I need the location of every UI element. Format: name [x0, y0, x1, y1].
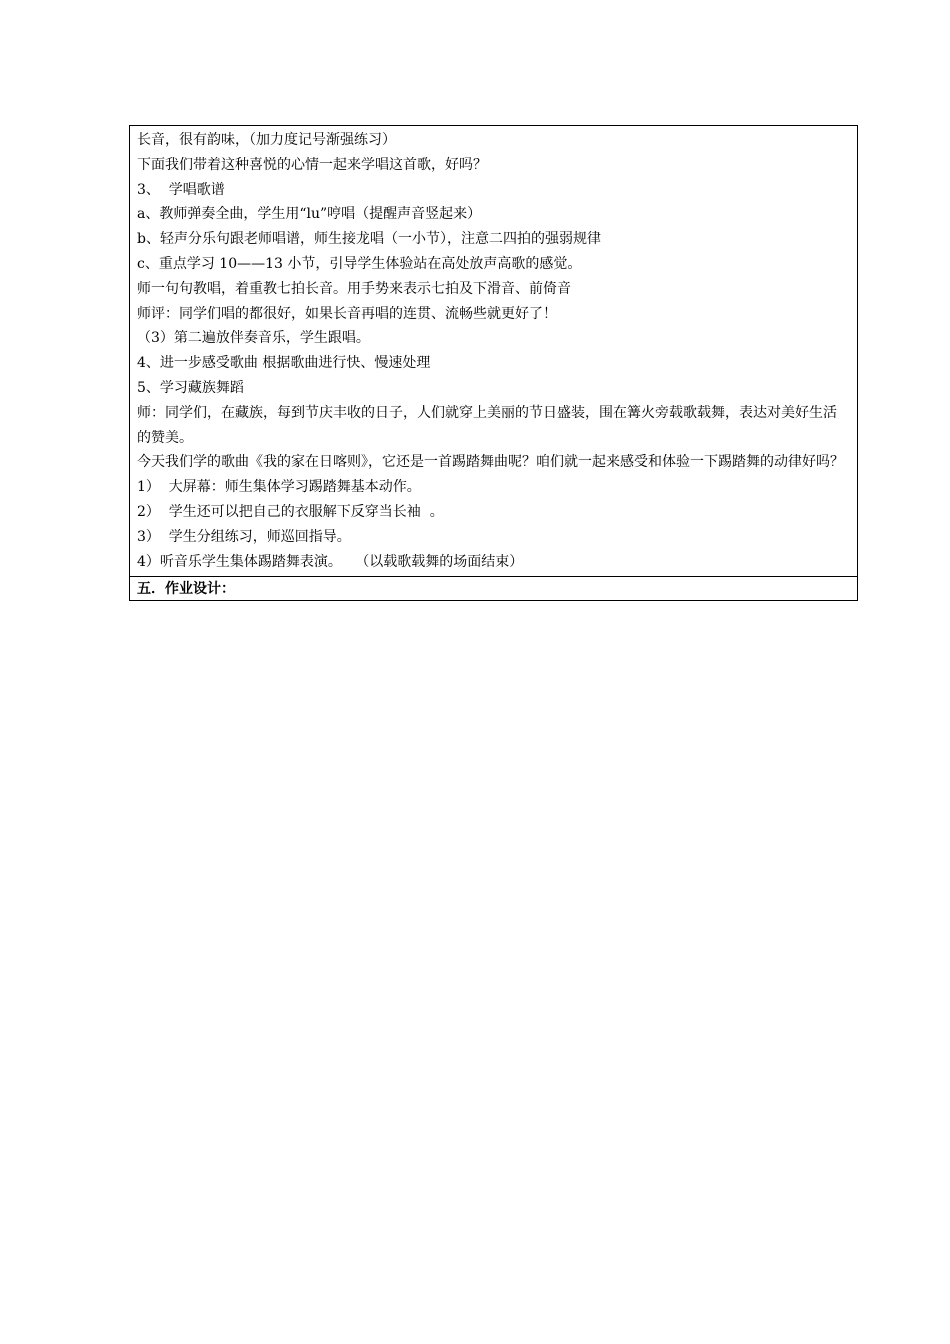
text-line: 下面我们带着这种喜悦的心情一起来学唱这首歌，好吗？ — [137, 156, 487, 173]
lesson-content-cell — [130, 126, 857, 576]
text-line: 1） 大屏幕：师生集体学习踢踏舞基本动作。 — [137, 479, 421, 496]
text-line: 4、进一步感受歌曲 根据歌曲进行快、慢速处理 — [137, 355, 431, 372]
text-line: （3）第二遍放伴奏音乐，学生跟唱。 — [137, 330, 370, 347]
homework-section-cell — [130, 576, 857, 600]
text-line: 师一句句教唱，着重教七拍长音。用手势来表示七拍及下滑音、前倚音 — [137, 280, 571, 297]
text-paragraph: 今天我们学的歌曲《我的家在日喀则》，它还是一首踢踏舞曲呢？咱们就一起来感受和体验一下踢踏舞的动律好吗？ — [137, 454, 844, 471]
text-line: 师评：同学们唱的都很好，如果长音再唱的连贯、流畅些就更好了！ — [137, 305, 557, 322]
text-line: c、重点学习 10——13 小节，引导学生体验站在高处放声高歌的感觉。 — [137, 255, 582, 272]
text-paragraph: 师：同学们，在藏族，每到节庆丰收的日子，人们就穿上美丽的节日盛装，围在篝火旁载歌载舞，表达对美好生活的赞美。 — [137, 404, 837, 446]
text-line: 2） 学生还可以把自己的衣服解下反穿当长袖 。 — [137, 503, 444, 520]
homework-section-heading: 五．作业设计： — [137, 581, 235, 598]
text-line: 3） 学生分组练习，师巡回指导。 — [137, 528, 351, 545]
text-line: b、轻声分乐句跟老师唱谱，师生接龙唱（一小节），注意二四拍的强弱规律 — [137, 231, 601, 248]
lesson-plan-table — [129, 125, 858, 601]
text-line: 3、 学唱歌谱 — [137, 181, 225, 198]
text-line: a、教师弹奏全曲，学生用“lu”哼唱（提醒声音竖起来） — [137, 206, 482, 223]
text-line: 长音，很有韵味，（加力度记号渐强练习） — [137, 132, 396, 148]
text-line: 5、学习藏族舞蹈 — [137, 379, 244, 396]
text-line: 4）听音乐学生集体踢踏舞表演。 （以载歌载舞的场面结束） — [137, 553, 524, 570]
